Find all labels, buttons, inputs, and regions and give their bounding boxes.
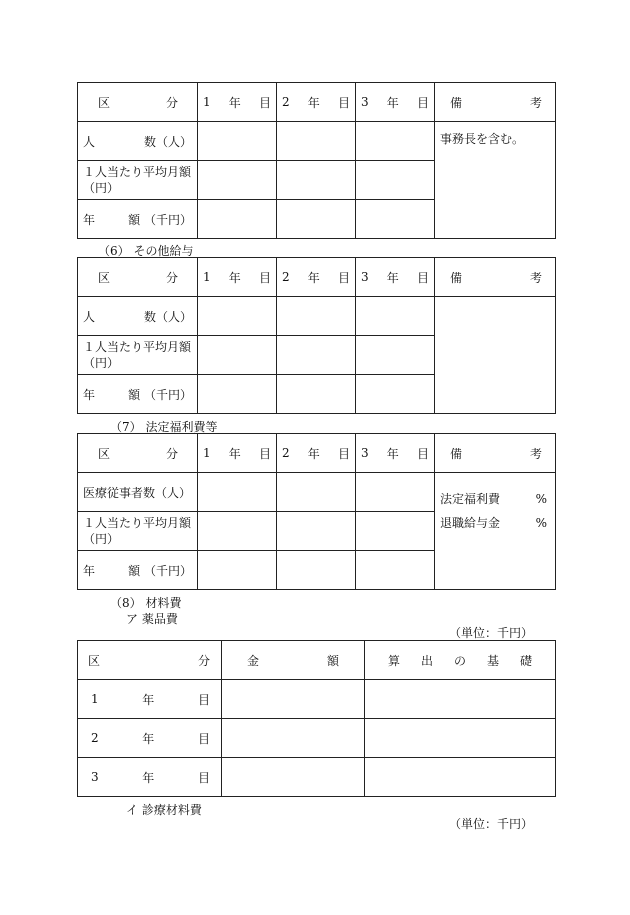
cell-input[interactable] (277, 336, 356, 375)
remarks-line-welfare: 法定福利費 % (440, 492, 547, 506)
header-kubun: 区 分 (78, 258, 198, 297)
cell-input[interactable] (356, 336, 435, 375)
header-year2: 2 年 目 (277, 258, 356, 297)
table-row (78, 297, 556, 336)
cell-input[interactable] (198, 551, 277, 590)
cell-input[interactable] (198, 375, 277, 414)
row-label-medical-staff: 医療従事者数（人） (78, 473, 198, 512)
header-biko: 備 考 (435, 434, 556, 473)
header-biko: 備 考 (435, 83, 556, 122)
row-label-annual: 年 額 （千円） (78, 551, 198, 590)
header-kubun: 区 分 (78, 83, 198, 122)
table-row (78, 473, 556, 512)
row-label-monthly-average: １人当たり平均月額（円） (78, 336, 198, 375)
header-year1: 1 年 目 (198, 434, 277, 473)
header-year2: 2 年 目 (277, 83, 356, 122)
table-header-row (78, 83, 556, 122)
remarks-text: 事務長を含む。 (440, 132, 525, 146)
section-7-title: （7） 法定福利費等 (110, 420, 218, 434)
header-calc-basis: 算 出 の 基 礎 (365, 641, 556, 680)
salary-table-5 (77, 82, 556, 239)
cell-input[interactable] (365, 719, 556, 758)
cell-input[interactable] (222, 680, 365, 719)
cell-input[interactable] (365, 758, 556, 797)
header-year1: 1 年 目 (198, 258, 277, 297)
remarks-cell[interactable] (435, 297, 556, 414)
cell-input[interactable] (356, 200, 435, 239)
header-year1: 1 年 目 (198, 83, 277, 122)
cell-input[interactable] (198, 122, 277, 161)
cell-input[interactable] (356, 122, 435, 161)
cell-input[interactable] (356, 473, 435, 512)
cell-input[interactable] (277, 161, 356, 200)
table-header-row (78, 641, 556, 680)
table-header-row (78, 434, 556, 473)
row-label-year2: 2 年 目 (78, 719, 222, 758)
header-year2: 2 年 目 (277, 434, 356, 473)
row-label-monthly-average: １人当たり平均月額（円） (78, 512, 198, 551)
row-label-annual: 年 額 （千円） (78, 375, 198, 414)
cell-input[interactable] (198, 161, 277, 200)
table-row (78, 680, 556, 719)
header-biko: 備 考 (435, 258, 556, 297)
cell-input[interactable] (356, 512, 435, 551)
header-kubun: 区 分 (78, 434, 198, 473)
row-label-year3: 3 年 目 (78, 758, 222, 797)
table-row (78, 719, 556, 758)
cell-input[interactable] (365, 680, 556, 719)
cell-input[interactable] (198, 473, 277, 512)
table-row (78, 758, 556, 797)
remarks-cell (435, 473, 556, 590)
subsection-i-title: イ 診療材料費 (126, 803, 202, 817)
cell-input[interactable] (277, 473, 356, 512)
cell-input[interactable] (277, 512, 356, 551)
row-label-headcount: 人 数（人） (78, 122, 198, 161)
header-year3: 3 年 目 (356, 83, 435, 122)
welfare-table-7 (77, 433, 556, 590)
cell-input[interactable] (198, 336, 277, 375)
cell-input[interactable] (356, 551, 435, 590)
cell-input[interactable] (277, 297, 356, 336)
cell-input[interactable] (198, 297, 277, 336)
row-label-headcount: 人 数（人） (78, 297, 198, 336)
table-header-row (78, 258, 556, 297)
cell-input[interactable] (222, 719, 365, 758)
cell-input[interactable] (356, 297, 435, 336)
cell-input[interactable] (222, 758, 365, 797)
unit-label-2: （単位：千円） (449, 817, 534, 831)
table-row (78, 122, 556, 161)
drug-cost-table (77, 640, 556, 797)
cell-input[interactable] (356, 161, 435, 200)
cell-input[interactable] (198, 200, 277, 239)
header-kingaku: 金 額 (222, 641, 365, 680)
section-8-title: （8） 材料費 (110, 596, 182, 610)
section-6-title: （6） その他給与 (98, 244, 194, 258)
remarks-cell (435, 122, 556, 239)
header-year3: 3 年 目 (356, 258, 435, 297)
remarks-line-retirement: 退職給与金 % (440, 516, 547, 530)
subsection-a-title: ア 薬品費 (126, 612, 178, 626)
header-year3: 3 年 目 (356, 434, 435, 473)
cell-input[interactable] (277, 122, 356, 161)
cell-input[interactable] (277, 375, 356, 414)
header-kubun: 区 分 (78, 641, 222, 680)
cell-input[interactable] (277, 200, 356, 239)
row-label-monthly-average: １人当たり平均月額（円） (78, 161, 198, 200)
unit-label: （単位：千円） (449, 626, 534, 640)
row-label-year1: 1 年 目 (78, 680, 222, 719)
salary-table-6 (77, 257, 556, 414)
cell-input[interactable] (277, 551, 356, 590)
row-label-annual: 年 額 （千円） (78, 200, 198, 239)
cell-input[interactable] (356, 375, 435, 414)
cell-input[interactable] (198, 512, 277, 551)
